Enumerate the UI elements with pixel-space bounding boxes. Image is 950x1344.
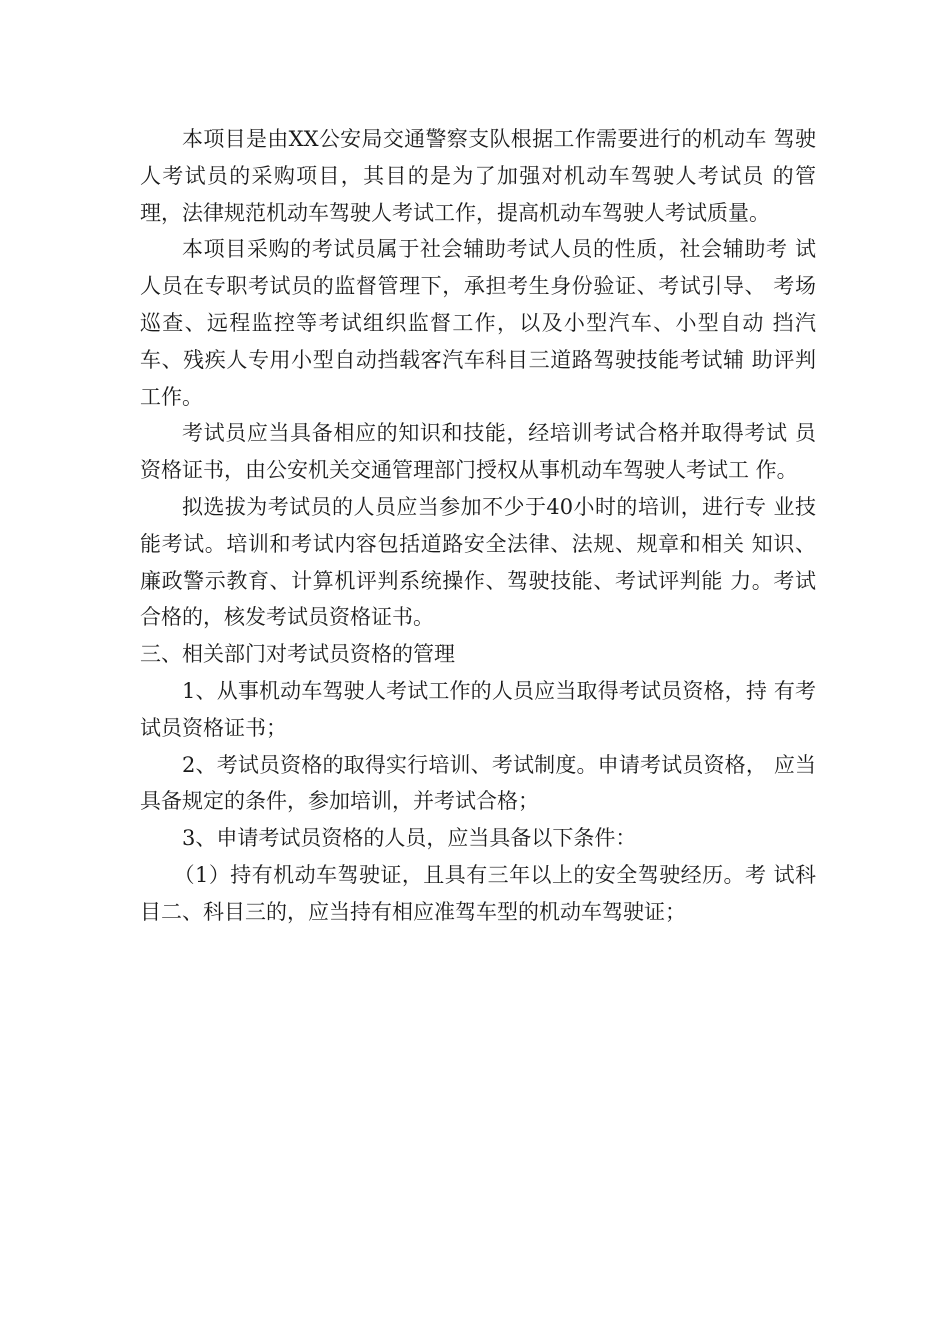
list-item-3: 3、申请考试员资格的人员，应当具备以下条件：: [182, 826, 637, 851]
list-item-2: 2、考试员资格的取得实行培训、考试制度。申请考试员资格， 应当具备规定的条件，参加培训，并考试合格；: [140, 752, 816, 814]
paragraph-examiner-nature: 本项目采购的考试员属于社会辅助考试人员的性质，社会辅助考 试人员在专职考试员的监督管理下，承担考生身份验证、考试引导、 考场巡查、远程监控等考试组织监督工作，以及小型汽车、小型自动 挡汽车、残疾人专用小型自动挡载客汽车科目三道路驾驶技能考试辅 助评判工作。: [140, 237, 816, 409]
list-item-1: 1、从事机动车驾驶人考试工作的人员应当取得考试员资格，持 有考试员资格证书；: [140, 678, 816, 740]
paragraph-examiner-qualification: 考试员应当具备相应的知识和技能，经培训考试合格并取得考试 员资格证书，由公安机关交通管理部门授权从事机动车驾驶人考试工 作。: [140, 421, 816, 483]
paragraph-training-requirement: 拟选拔为考试员的人员应当参加不少于40小时的培训，进行专 业技能考试。培训和考试内容包括道路安全法律、法规、规章和相关 知识、廉政警示教育、计算机评判系统操作、驾驶技能、考试评判能 力。考试合格的，核发考试员资格证书。: [140, 494, 816, 630]
section-heading-qualification-management: 三、相关部门对考试员资格的管理: [140, 642, 455, 667]
sub-item-1: （1）持有机动车驾驶证，且具有三年以上的安全驾驶经历。考 试科目二、科目三的，应当持有相应准驾车型的机动车驾驶证；: [140, 862, 816, 924]
document-body: [140, 121, 816, 931]
paragraph-project-purpose: 本项目是由XX公安局交通警察支队根据工作需要进行的机动车 驾驶人考试员的采购项目，其目的是为了加强对机动车驾驶人考试员 的管理，法律规范机动车驾驶人考试工作，提高机动车驾驶人考试质量。: [140, 127, 816, 225]
